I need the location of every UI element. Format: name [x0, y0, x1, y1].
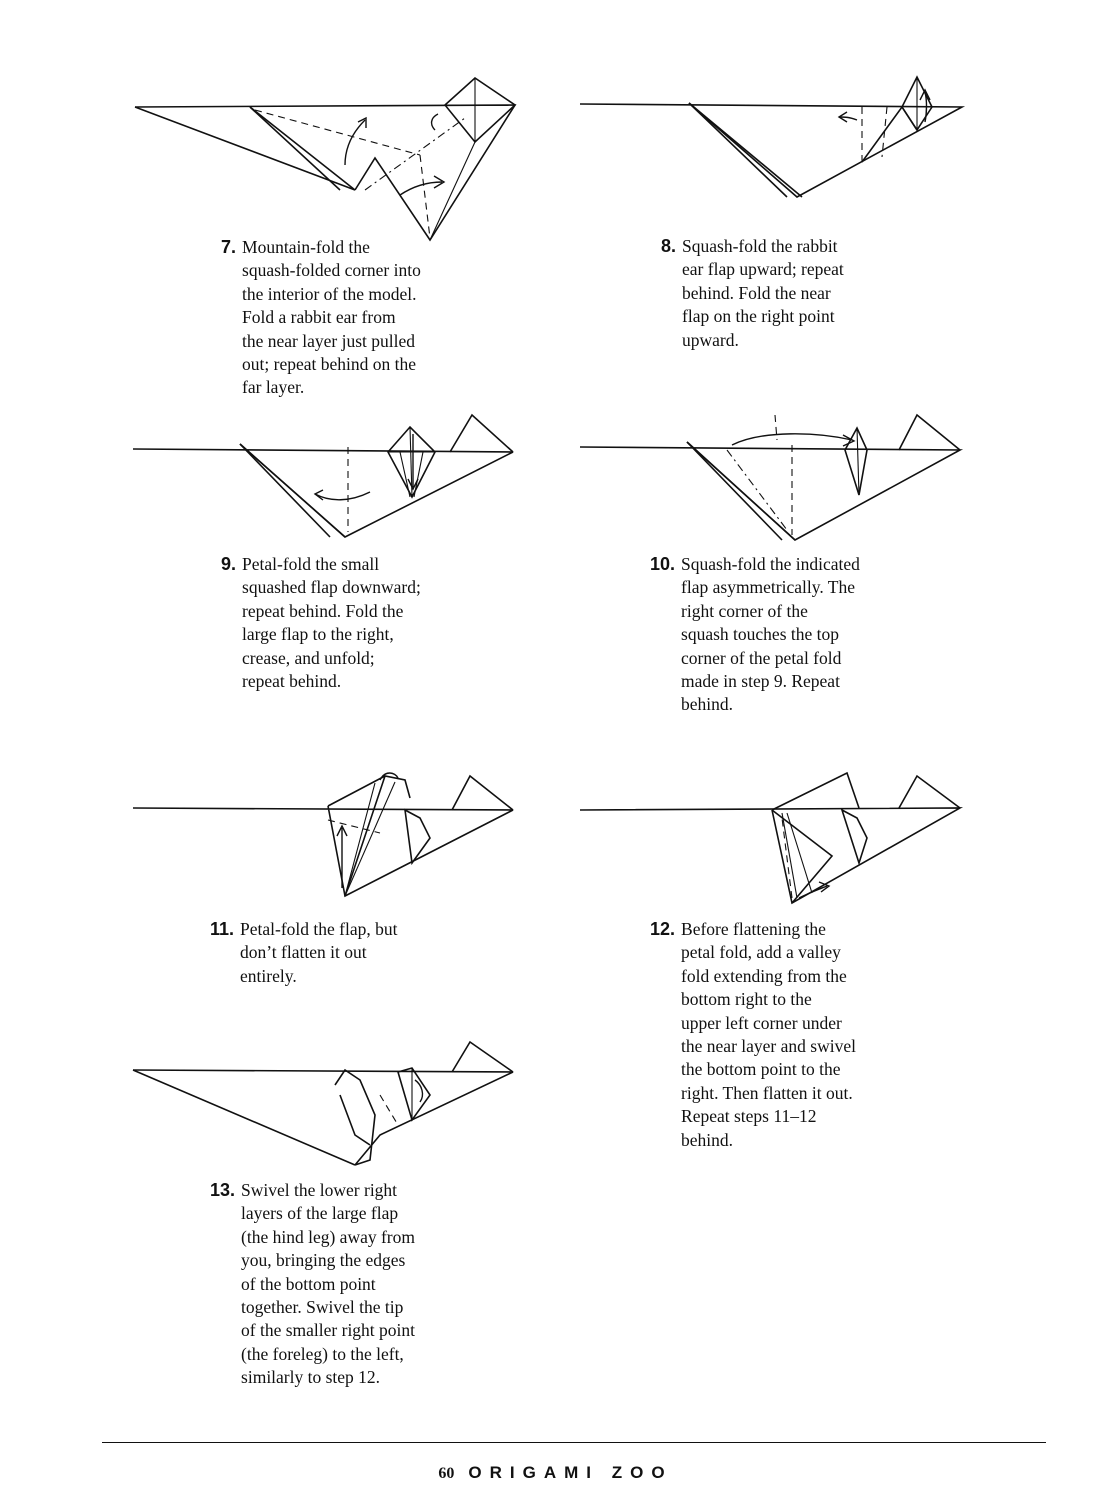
step-12-text: Before flattening the petal fold, add a valley fold extending from the bottom right to the upper left corner under the near layer and swivel the bottom point to the right. Then flatten it out. Repeat steps 11–12 behind. — [681, 919, 856, 1150]
step-7-number: 7. — [221, 237, 237, 257]
diagram-step-13 — [130, 1040, 520, 1170]
book-title: ORIGAMI ZOO — [468, 1463, 673, 1482]
step-13-instruction — [210, 1179, 415, 1390]
step-9-text: Petal-fold the small squashed flap downward; repeat behind. Fold the large flap to the right, crease, and unfold; repeat behind. — [242, 554, 421, 692]
diagram-step-11 — [130, 768, 520, 903]
step-8-text: Squash-fold the rabbit ear flap upward; repeat behind. Fold the near flap on the right point upward. — [682, 236, 844, 350]
footer-rule — [102, 1442, 1046, 1443]
diagram-step-10 — [577, 410, 967, 545]
diagram-step-12 — [577, 768, 967, 908]
step-10-instruction — [650, 553, 860, 717]
step-12-instruction — [650, 918, 856, 1152]
step-11-instruction — [210, 918, 398, 988]
step-11-number: 11. — [210, 919, 235, 939]
step-12-number: 12. — [650, 919, 676, 939]
step-13-number: 13. — [210, 1180, 236, 1200]
step-13-text: Swivel the lower right layers of the large flap (the hind leg) away from you, bringing the edges of the bottom point together. Swivel the tip of the smaller right point (the foreleg) to the left, similarly to step 12. — [241, 1180, 416, 1388]
diagram-step-7 — [130, 70, 530, 240]
step-11-text: Petal-fold the flap, but don’t flatten it out entirely. — [240, 919, 398, 986]
step-9-instruction — [221, 553, 421, 693]
step-10-number: 10. — [650, 554, 676, 574]
step-9-number: 9. — [221, 554, 237, 574]
page-footer — [0, 1463, 1111, 1483]
step-8-instruction — [661, 235, 844, 352]
step-10-text: Squash-fold the indicated flap asymmetrically. The right corner of the squash touches the top corner of the petal fold made in step 9. Repeat behind. — [681, 554, 860, 715]
diagram-step-9 — [130, 412, 520, 542]
diagram-step-8 — [577, 72, 967, 202]
step-7-instruction — [221, 236, 421, 400]
page-number: 60 — [438, 1465, 455, 1482]
step-8-number: 8. — [661, 236, 677, 256]
step-7-text: Mountain-fold the squash-folded corner into the interior of the model. Fold a rabbit ear from the near layer just pulled out; repeat behind on the far layer. — [242, 237, 421, 398]
